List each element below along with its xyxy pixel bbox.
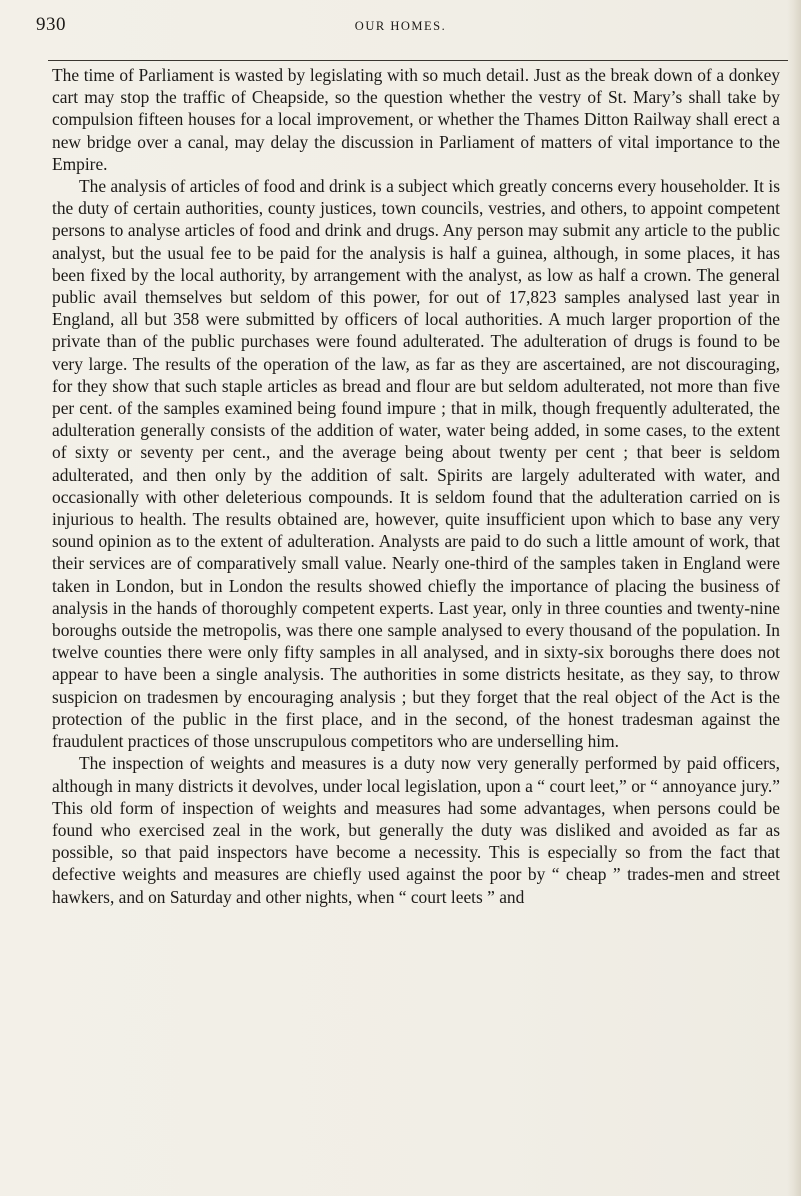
page-number: 930 [36,14,66,35]
body-text [52,64,780,908]
paragraph-parliament: The time of Parliament is wasted by legislating with so much detail. Just as the break down of a donkey cart may stop the traffic of Cheapside, so the question whether the vestry of St. Mary’s shall take by compulsion fifteen houses for a local improvement, or whether the Thames Ditton Railway shall erect a new bridge over a canal, may delay the discussion in Parliament of matters of vital importance to the Empire. [52,65,780,174]
paragraph-weights-measures: The inspection of weights and measures is a duty now very generally performed by paid officers, although in many districts it devolves, under local legislation, upon a “ court leet,” or “ annoyance jury.” This old form of inspection of weights and measures had some advantages, when persons could be found who exercised zeal in the work, but generally the duty was disliked and avoided as far as possible, so that paid inspectors have become a necessity. This is especially so from the fact that defective weights and measures are chiefly used against the poor by “ cheap ” trades-men and street hawkers, and on Saturday and other nights, when “ court leets ” and [52,753,780,907]
running-head: OUR HOMES. [354,19,447,33]
header-rule [48,60,788,61]
paragraph-food-analysis: The analysis of articles of food and drink is a subject which greatly concerns every householder. It is the duty of certain authorities, county justices, town councils, vestries, and others, to appoint competent persons to analyse articles of food and drink and drugs. Any person may submit any article to the public analyst, but the usual fee to be paid for the analysis is half a guinea, although, in some places, it has been fixed by the local authority, by arrangement with the analyst, as low as half a crown. The general public avail themselves but seldom of this power, for out of 17,823 samples analysed last year in England, all but 358 were submitted by officers of local authorities. A much larger proportion of the private than of the public purchases were found adulterated. The adulteration of drugs is found to be very large. The results of the operation of the law, as far as they are ascertained, are not discouraging, for they show that such staple articles as bread and flour are but seldom adulterated, not more than five per cent. of the samples examined being found impure ; that in milk, though frequently adulterated, the adulteration generally consists of the addition of water, water being added, in some cases, to the extent of sixty or seventy per cent., and the average being about twenty per cent ; that beer is seldom adulterated, and then only by the addition of salt. Spirits are largely adulterated with water, and occasionally with other deleterious compounds. It is seldom found that the adulteration carried on is injurious to health. The results obtained are, however, quite insufficient upon which to base any very sound opinion as to the extent of adulteration. Analysts are paid to do such a little amount of work, that their services are of comparatively small value. Nearly one-third of the samples taken in England were taken in London, but in London the results showed chiefly the importance of placing the business of analysis in the hands of thoroughly competent experts. Last year, only in three counties and twenty-nine boroughs outside the metropolis, was there one sample analysed to every thousand of the population. In twelve counties there were only fifty samples in all analysed, and in sixty-six boroughs there does not appear to have been a single analysis. The authorities in some districts hesitate, as they say, to throw suspicion on tradesmen by encouraging analysis ; but they forget that the real object of the Act is the protection of the public in the first place, and in the second, of the honest tradesman against the fraudulent practices of those unscrupulous competitors who are underselling him. [52,176,780,752]
page-edge-shadow [787,0,801,1196]
